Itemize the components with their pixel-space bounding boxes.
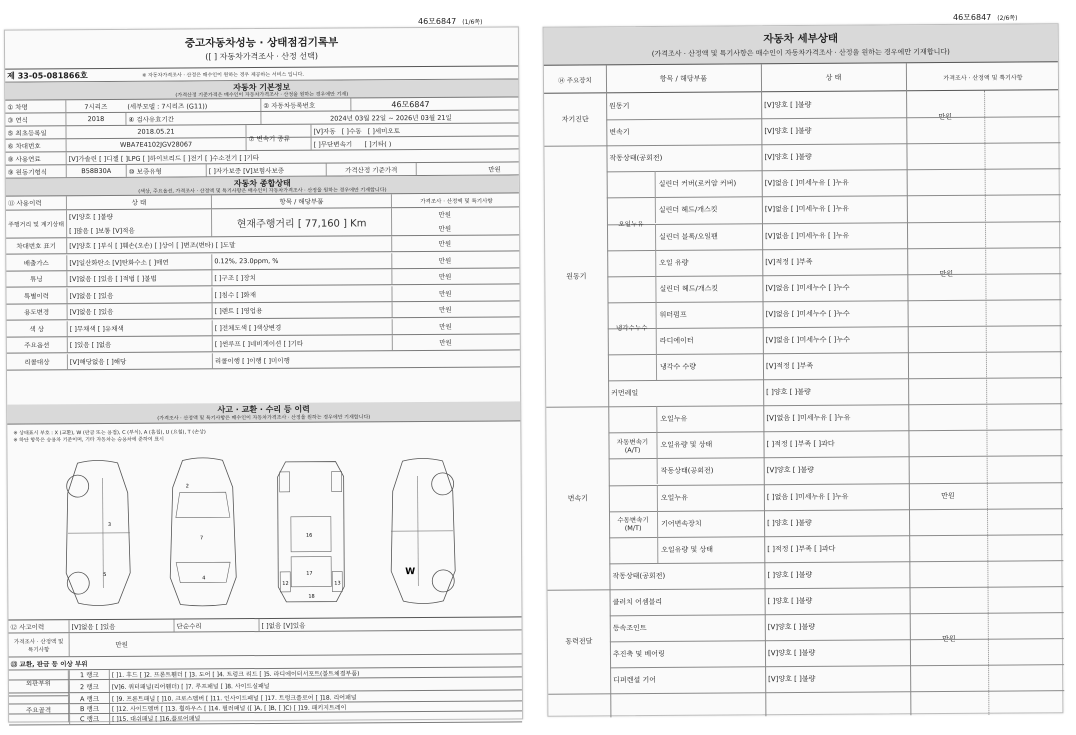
right-note: (가격조사 · 산정액 및 특기사항은 매수인이 자동차가격조사 · 산정을 원하는 경우에만 기재합니다) (651, 47, 950, 59)
summary-unit: 만원 (392, 301, 522, 317)
left-subtitle: ([ ] 자동차가격조사 · 산정 선택) (205, 51, 318, 62)
diagram-num-3: 3 (107, 521, 112, 528)
exchange-items: [ ]15. 대쉬패널 [ ]16.플로어패널 (109, 712, 524, 724)
left-title: 중고자동차성능 · 상태점검기록부 (184, 36, 339, 50)
exchange-rank: A 랭크 (69, 693, 109, 703)
detail-item: 냉각수 수량 (656, 353, 763, 380)
summary-unit: 만원 (391, 235, 521, 251)
summary-item: [ ]렌트 [ ]영업용 (212, 302, 392, 318)
detail-state: [V]양호 [ ]불량 (767, 622, 816, 632)
detail-item: 실린더 헤드/개스킷 (655, 197, 762, 224)
summary-row (7, 351, 520, 370)
detail-state: [V]양호 [ ]불량 (767, 649, 816, 658)
diagram-num-5: 5 (103, 571, 107, 578)
summary-unit: 만원 (392, 334, 522, 350)
right-page-ref: 46모6847 (2/6쪽) (953, 13, 1018, 22)
summary-state: [V]없음 [ ]있음 [ ]적법 [ ]불법 (66, 270, 211, 286)
exchange-rank: B 랭크 (69, 704, 109, 714)
exchange-header: ⑬ 교환, 판금 등 이상 부위 (9, 654, 522, 670)
right-column-header: ⑭ 주요장치 항목 / 해당부품 상 태 가격조사 · 산정액 및 특기사항 (544, 62, 1058, 94)
summary-state: [V]없음 [ ]있음 (67, 303, 212, 319)
summary-label: 주요옵션 (24, 341, 50, 350)
car-left-side-diagram (48, 458, 149, 609)
basic-row-vin: ⑥ 차대번호 WBA7E4102JGV28067 [ ]무단변속기 [ ]기타( ) (6, 136, 519, 152)
group-price-unit: 만원 (938, 113, 953, 122)
legend-2: ※ 하단 항목은 승용차 기준이며, 기타 자동차는 승용차에 준하여 표시 (13, 436, 164, 444)
detail-state: [V]적정 [ ]부족 (765, 257, 813, 266)
basic-row-name: ① 차명 7시리즈 (세부모델 : 7시리즈 (G11)) ② 자동차등록번호 46모6847 (5, 97, 518, 113)
doc-number: 제 33-05-081866호 (7, 70, 88, 81)
price-note-row: 가격조사 · 산정액 및 특기사항 만원 (9, 630, 522, 657)
basic-row-year: ③ 연식 2018 ④ 검사유효기간 2024년 03월 22일 ~ 2026년 03월 21일 (5, 110, 518, 126)
detail-state: [V]양호 [ ]불량 (764, 127, 812, 136)
basic-row-fuel: ⑧ 사용연료 [V]가솔린 [ ]디젤 [ ]LPG [ ]하이브리드 [ ]전기 [ ]수소전기 [ ]기타 (6, 149, 519, 165)
detail-item: 클러치 어셈블리 (612, 597, 663, 607)
detail-state: [V]없음 [ ]미세누유 [ ]누유 (765, 231, 850, 240)
basic-info-header: 자동차 기본정보 (가격산정 기준가격은 매수인이 자동차가격조사 · 산정을 원하는 경우에만 기재) (5, 79, 518, 100)
diagram-num-16: 16 (305, 532, 313, 539)
detail-item: 오일 유량 (655, 249, 762, 276)
summary-item: [ ]구조 [ ]장치 (211, 269, 391, 285)
diagram-num-17: 17 (306, 570, 313, 577)
detail-item: 디퍼렌셜 기어 (613, 676, 657, 685)
detail-state: [ ]없음 [ ]미세누유 [ ]누유 (766, 492, 849, 501)
summary-label: 색 상 (29, 324, 45, 333)
detail-state: [ ]양호 [ ]불량 (767, 596, 813, 606)
detail-item: 오일유량 및 상태 (657, 536, 764, 563)
summary-state: [V]양호 [ ]부식 [ ]훼손(오손) [ ]상이 [ ]변조(변타) [ ]도말 (66, 236, 391, 253)
detail-state: [V]없음 [ ]미세누수 [ ]누수 (765, 335, 850, 345)
detail-state: [V]없음 [ ]미세누수 [ ]누수 (765, 283, 850, 292)
group-name: 동력전달 (565, 637, 593, 646)
summary-label: 튜닝 (30, 275, 43, 284)
summary-label: 리콜대상 (24, 357, 50, 366)
group-price-unit: 만원 (941, 491, 955, 500)
car-right-side-diagram (373, 456, 474, 607)
summary-item: [ ]전체도색 [ ]색상변경 (212, 319, 392, 335)
detail-state: [V]없음 [ ]미세누수 [ ]누수 (765, 309, 850, 319)
summary-item: [ ]침수 [ ]화재 (211, 286, 391, 302)
doc-note: ※ 자동차가격조사 · 산정은 매수인이 원하는 경우 제공하는 서비스 입니다. (142, 71, 304, 79)
diagram-num-18: 18 (308, 593, 315, 600)
summary-state: [ ]무채색 [ ]유채색 (67, 320, 212, 336)
summary-unit: 만원 (391, 285, 521, 301)
detail-item: 작동상태(공회전) (609, 154, 663, 163)
summary-state: [V]해당없음 [ ]해당 (67, 353, 212, 369)
diagram-num-4: 4 (202, 575, 206, 582)
detail-state: [V]없음 [ ]미세누유 [ ]누유 (764, 179, 849, 188)
detail-item: 워터펌프 (656, 301, 763, 328)
summary-state: [ ]있음 [ ]없음 (67, 336, 212, 352)
detail-state: [V]양호 [ ]불량 (764, 153, 812, 162)
summary-unit: 만원 (391, 268, 521, 284)
detail-subgroup: 냉각수누수 (615, 324, 648, 333)
detail-item: 작동상태(공회전) (657, 458, 764, 485)
exchange-row (9, 712, 522, 726)
group-price-unit: 만원 (942, 635, 956, 644)
exchange-rank: C 랭크 (69, 714, 109, 724)
exchange-items: [ ]1. 후드 [ ]2. 프론트휀더 [ ]3. 도어 [ ]4. 트렁크 리드 [ ]5. 라디에이터서포트(볼트체결부품) (109, 667, 524, 679)
exchange-rank: 2 랭크 (69, 680, 109, 692)
basic-row-first: ⑤ 최초등록일 2018.05.21 ⑦ 변속기 종류 [V]자동 [ ]수동 [ ]세미오토 (5, 123, 518, 139)
right-title: 자동차 세부상태 (763, 32, 839, 46)
summary-label: 특별이력 (23, 291, 50, 300)
detail-subgroup: 자동변속기 (A/T) (616, 437, 649, 455)
detail-item: 변속기 (609, 128, 630, 137)
car-frame-diagram (266, 456, 357, 607)
group-price-unit: 만원 (939, 269, 954, 278)
detail-state: [V]양호 [ ]불량 (764, 100, 812, 110)
detail-item: 오일누유 (657, 484, 764, 511)
detail-state: [ ]적정 [ ]부족 [ ]과다 (766, 440, 835, 449)
summary-state: [V]일산화탄소 [V]탄화수소 [ ]매연 (66, 254, 211, 270)
detail-item: 실린더 헤드/개스킷 (655, 275, 762, 302)
detail-item: 라디에이터 (656, 327, 763, 354)
diagram-num-7: 7 (199, 535, 204, 542)
detail-item: 추진축 및 베어링 (612, 650, 665, 659)
car-top-diagram (158, 457, 249, 608)
summary-unit: 만원 (392, 318, 522, 334)
detail-item: 실린더 블록/오일팬 (655, 223, 762, 250)
right-header-band (544, 24, 1058, 66)
diagram-num-12: 12 (282, 580, 289, 587)
detail-item: 커먼레일 (611, 389, 639, 398)
detail-state: [V]없음 [ ]미세누유 [ ]누유 (766, 413, 851, 423)
detail-item: 기어변속장치 (657, 510, 764, 537)
summary-state: [V]없음 [ ]있음 (66, 287, 211, 303)
group-name: 변속기 (567, 494, 589, 503)
group-name: 자기진단 (561, 115, 589, 124)
left-page (4, 26, 523, 722)
summary-row-mileage: 주행거리 및 계기상태 [V]양호 [ ]불량 [ ]많음 [ ]보통 [V]적음 현재주행거리 [ 77,160 ] Km 만원 만원 (6, 207, 519, 238)
detail-state: [V]적정 [ ]부족 (765, 361, 814, 371)
left-page-ref: 46모6847 (1/6쪽) (418, 17, 483, 26)
exchange-items: [V]6. 쿼터패널(리어휀더) [ ]7. 루프패널 [ ]8. 사이드실패널 (109, 678, 524, 693)
detail-state: [V]양호 [ ]불량 (768, 675, 816, 684)
summary-label: 차대번호 표기 (16, 242, 57, 251)
legend-1: ※ 상태표시 부호 : X (교환), W (판금 또는 용접), C (부식), A (흠집), U (요철), T (손상) (13, 429, 206, 437)
detail-state: [ ]양호 [ ]불량 (767, 518, 812, 527)
detail-item: 실린더 커버(로커암 커버) (655, 171, 762, 198)
detail-item: 오일유량 및 상태 (656, 432, 763, 459)
exchange-rows (5, 27, 518, 30)
detail-state: [ ]양호 [ ]불량 (767, 570, 813, 580)
summary-label: 배출가스 (23, 258, 49, 267)
diagram-num-2: 2 (185, 483, 189, 490)
summary-columns: ⑪ 사용이력 상 태 항목 / 해당부품 가격조사 · 산정액 및 특기사항 (6, 193, 519, 210)
summary-item: 리콜이행 [ ]이행 [ ]미이행 (212, 352, 392, 368)
right-page (543, 23, 1064, 717)
detail-state: [V]없음 [ ]미세누유 [ ]누유 (764, 205, 850, 214)
detail-subgroup: 오일누유 (618, 220, 644, 229)
w-mark: W (405, 567, 416, 578)
summary-header: 자동차 종합상태 (색상, 주요옵션, 가격조사 · 산정액 및 특기사항은 매수인이 자동차가격조사 · 산정을 원하는 경우에만 기재합니다) (6, 175, 519, 196)
summary-label: 용도변경 (24, 308, 50, 317)
summary-rows (5, 27, 518, 30)
summary-unit: 만원 (391, 252, 521, 268)
detail-subgroup: 수동변속기 (M/T) (617, 516, 649, 533)
detail-item: 원동기 (609, 102, 630, 111)
accident-header: 사고 · 교환 · 수리 등 이력 (가격조사 · 산정액 및 특기사항은 매수인이 자동차가격조사 · 산정을 원하는 경우에만 기재합니다) (7, 401, 520, 424)
detail-item: 작동상태(공회전) (612, 571, 666, 581)
accident-row: ⑫ 사고이력 [V]없음 [ ]있음 단순수리 [ ]없음 [V]있음 (8, 616, 521, 633)
summary-item: [ ]썬루프 [ ]네비게이션 [ ]기타 (212, 335, 392, 351)
group-name: 원동기 (566, 272, 587, 281)
detail-state: [ ]적정 [ ]부족 [ ]과다 (767, 544, 836, 553)
exchange-rank: 1 랭크 (69, 670, 109, 680)
detail-item: 등속조인트 (612, 624, 647, 633)
detail-state: [V]양호 [ ]불량 (766, 466, 814, 475)
exchange-items: [ ]9. 프론트패널 [ ]10. 크로스멤버 [ ]11. 인사이드패널 [ ]17. 트렁크플로어 [ ]18. 리어패널 (109, 691, 524, 703)
main-label: 주요골격 (9, 696, 69, 722)
basic-row-engine: ⑨ 원동기형식 B58B30A ⑩ 보증유형 [ ]자가보증 [V]보험사보증 가격산정 기준가격 만원 (6, 162, 519, 178)
detail-state: [ ]양호 [ ]불량 (766, 388, 811, 397)
summary-item: 0.12%, 23.0ppm, % (211, 253, 391, 269)
detail-item: 오일누유 (656, 405, 763, 432)
diagram-num-13: 13 (334, 580, 341, 587)
outer-label: 외판부위 (9, 670, 69, 696)
exchange-items: [ ]12. 사이드멤버 [ ]13. 휠하우스 [ ]14. 필러패널 ([ ]A, [ ]B, [ ]C) [ ]19. 패키지트레이 (109, 701, 524, 713)
